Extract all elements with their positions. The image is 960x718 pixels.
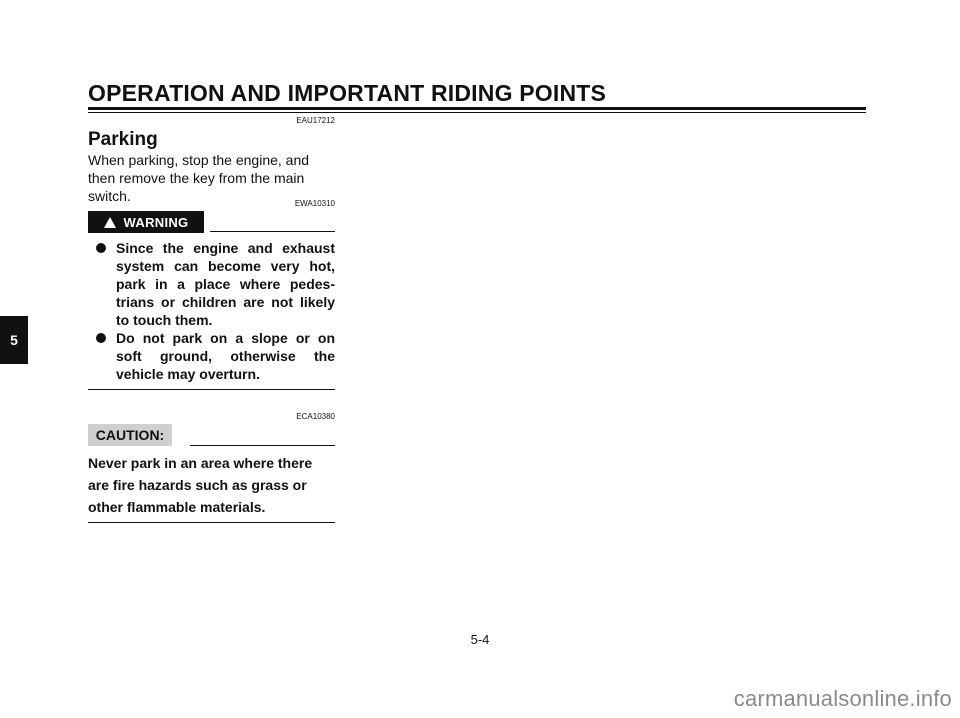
section-code: EAU17212	[296, 116, 335, 125]
caution-end-rule	[88, 522, 335, 523]
header-rule-thin	[88, 112, 866, 113]
warning-label-box	[88, 211, 204, 233]
caution-text-line: are fire hazards such as grass or	[88, 477, 307, 493]
section-body-line: switch.	[88, 188, 131, 204]
section-title: Parking	[88, 129, 158, 150]
caution-label: CAUTION:	[88, 424, 172, 446]
bullet-icon	[96, 333, 106, 343]
list-item	[88, 329, 335, 383]
warning-triangle-icon	[104, 217, 116, 228]
bullet-icon	[96, 243, 106, 253]
content-column	[88, 116, 335, 523]
caution-block	[88, 412, 335, 523]
section-body-line: then remove the key from the main	[88, 170, 305, 186]
header-title: OPERATION AND IMPORTANT RIDING POINTS	[88, 80, 607, 106]
page-number: 5-4	[470, 632, 490, 647]
caution-text-line: other flammable materials.	[88, 499, 266, 515]
warning-rule	[210, 231, 335, 232]
warning-list	[88, 239, 335, 383]
caution-code: ECA10380	[296, 412, 335, 421]
caution-text-line: Never park in an area where there	[88, 455, 313, 471]
chapter-tab: 5	[0, 316, 28, 364]
warning-label: WARNING	[123, 214, 189, 230]
page-header	[88, 80, 866, 106]
warning-item-text: Do not park on a slope or on soft ground, otherwise the vehicle may overturn.	[116, 330, 335, 382]
section-body-line: When parking, stop the engine, and	[88, 152, 310, 168]
warning-end-rule	[88, 389, 335, 390]
header-rule-thick	[88, 107, 866, 110]
warning-code: EWA10310	[294, 199, 335, 208]
caution-header	[88, 424, 335, 450]
list-item	[88, 239, 335, 329]
watermark: carmanualsonline.info	[733, 686, 952, 711]
caution-rule	[190, 445, 335, 446]
warning-header	[88, 199, 335, 233]
warning-item-text: Since the engine and exhaust system can become very hot, park in a place where pedes-trians or children are not likely to touch them.	[116, 240, 335, 328]
